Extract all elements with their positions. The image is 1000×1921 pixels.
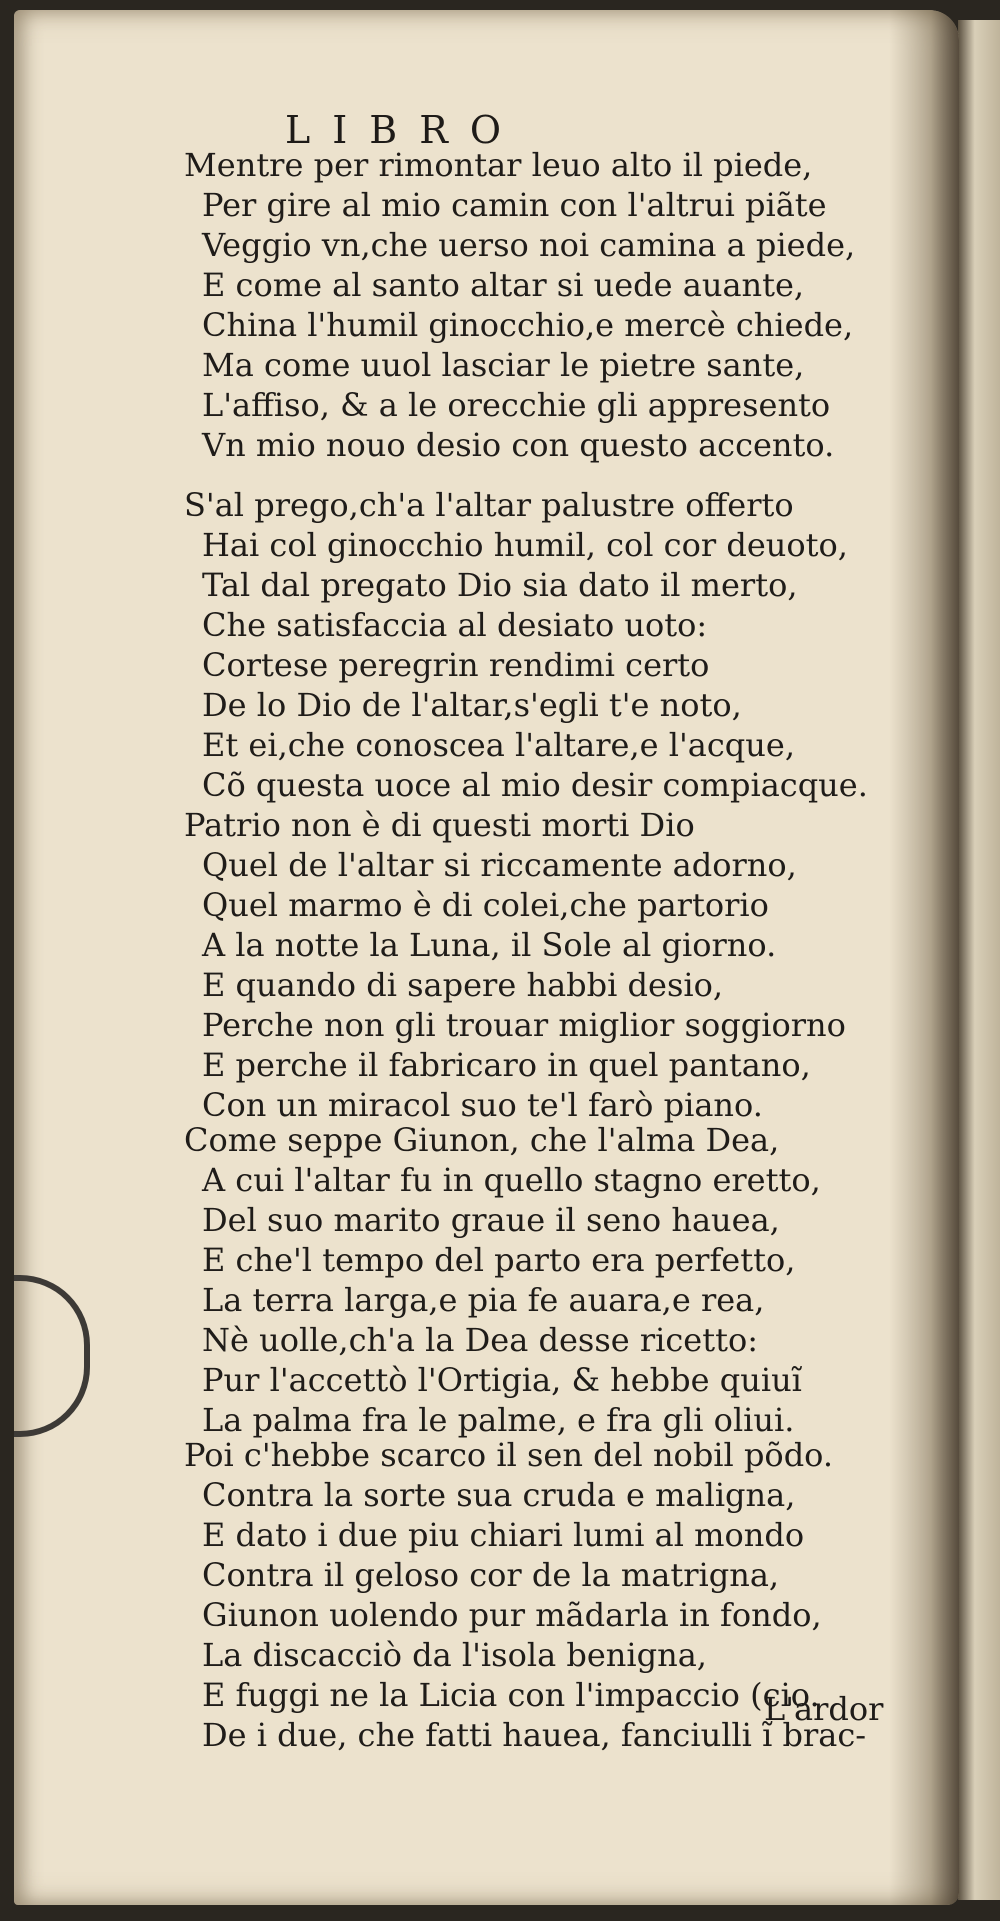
stanza-2 <box>184 485 944 805</box>
verse-line: Contra la sorte sua cruda e maligna, <box>202 1476 796 1514</box>
verse-line: De lo Dio de l'altar,s'egli t'e noto, <box>202 686 742 724</box>
binding-clip <box>14 1275 90 1437</box>
stanza-4 <box>184 1120 944 1440</box>
verse-line: Ma come uuol lasciar le pietre sante, <box>202 346 805 384</box>
verse-line: Tal dal pregato Dio sia dato il merto, <box>202 566 798 604</box>
verse-line: Quel de l'altar si riccamente adorno, <box>202 846 797 884</box>
book-page <box>14 10 959 1905</box>
verse-line: Vn mio nouo desio con questo accento. <box>202 426 835 464</box>
verse-line: Hai col ginocchio humil, col cor deuoto, <box>202 526 848 564</box>
verse-line: Mentre per rimontar leuo alto il piede, <box>184 146 813 184</box>
verse-line: Cortese peregrin rendimi certo <box>202 646 710 684</box>
verse-line: E dato i due piu chiari lumi al mondo <box>202 1516 805 1554</box>
verse-line: De i due, che fatti hauea, fanciulli ĩ brac- <box>202 1716 867 1754</box>
verse-line: A la notte la Luna, il Sole al giorno. <box>202 926 777 964</box>
stanza-3 <box>184 805 944 1125</box>
verse-line: Contra il geloso cor de la matrigna, <box>202 1556 780 1594</box>
verse-line: Et ei,che conoscea l'altare,e l'acque, <box>202 726 795 764</box>
verse-line: Per gire al mio camin con l'altrui piãte <box>202 186 827 224</box>
verse-line: Del suo marito graue il seno hauea, <box>202 1201 780 1239</box>
running-head: LIBRO <box>285 108 523 152</box>
verse-line: La terra larga,e pia fe auara,e rea, <box>202 1281 765 1319</box>
verse-line: E quando di sapere habbi desio, <box>202 966 724 1004</box>
verse-line: China l'humil ginocchio,e mercè chiede, <box>202 306 854 344</box>
verse-line: Perche non gli trouar miglior soggiorno <box>202 1006 846 1044</box>
verse-line: Pur l'accettò l'Ortigia, & hebbe quiuĩ <box>202 1361 802 1399</box>
verse-line: Cõ questa uoce al mio desir compiacque. <box>202 766 868 804</box>
verse-line: L'affiso, & a le orecchie gli appresento <box>202 386 831 424</box>
verse-line: Giunon uolendo pur mãdarla in fondo, <box>202 1596 822 1634</box>
verse-line: Patrio non è di questi morti Dio <box>184 806 695 844</box>
verse-line: Che satisfaccia al desiato uoto: <box>202 606 708 644</box>
verse-line: La palma fra le palme, e fra gli oliui. <box>202 1401 795 1439</box>
verse-line: Con un miracol suo te'l farò piano. <box>202 1086 763 1124</box>
verse-line: S'al prego,ch'a l'altar palustre offerto <box>184 486 794 524</box>
verse-line: Quel marmo è di colei,che partorio <box>202 886 769 924</box>
verse-line: Nè uolle,ch'a la Dea desse ricetto: <box>202 1321 758 1359</box>
verse-line: E perche il fabricaro in quel pantano, <box>202 1046 811 1084</box>
verse-line: E che'l tempo del parto era perfetto, <box>202 1241 796 1279</box>
verse-line: Veggio vn,che uerso noi camina a piede, <box>202 226 856 264</box>
verse-line: A cui l'altar fu in quello stagno eretto, <box>202 1161 821 1199</box>
next-page-edge <box>958 20 1000 1900</box>
catchword: L'ardor <box>764 1690 884 1728</box>
verse-line: E come al santo altar si uede auante, <box>202 266 805 304</box>
verse-line: Come seppe Giunon, che l'alma Dea, <box>184 1121 780 1159</box>
verse-line: E fuggi ne la Licia con l'impaccio (cio. <box>202 1676 820 1714</box>
verse-line: La discacciò da l'isola benigna, <box>202 1636 707 1674</box>
stanza-1 <box>184 145 944 465</box>
verse-line: Poi c'hebbe scarco il sen del nobil põdo. <box>184 1436 834 1474</box>
